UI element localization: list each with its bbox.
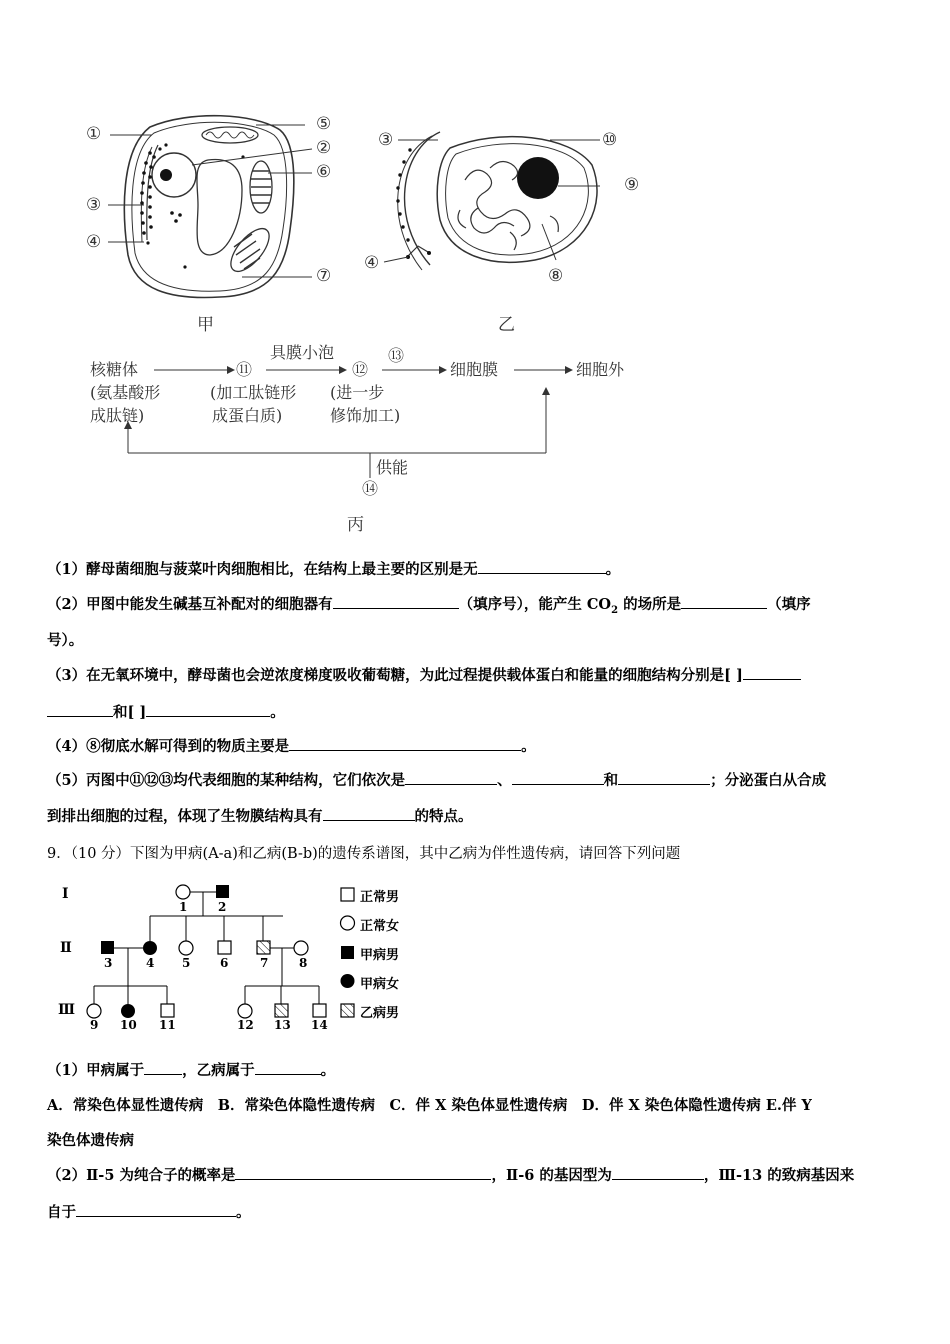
q8-part-4 (47, 736, 909, 758)
q9-part-2-cont (47, 1202, 909, 1224)
pedigree-II-7 (257, 941, 270, 954)
q8-part-5-cont (47, 806, 909, 828)
label-jia: 甲 (197, 315, 214, 335)
q9-p2-text-d: 自于 (47, 1204, 76, 1221)
flow-ribosome: 核糖体 (90, 360, 139, 379)
q8-p2-text-d: （填序 (767, 596, 811, 613)
q8-p5-blank-2[interactable] (512, 770, 604, 785)
flow-ribosome-note-2: 成肽链) (90, 406, 145, 425)
legend-jia-male: 甲病男 (360, 948, 400, 963)
q8-p2-blank-1[interactable] (333, 594, 459, 609)
legend-normal-male: 正常男 (360, 890, 400, 905)
q8-p5-text-d: 的特点。 (414, 808, 473, 825)
id-2: 2 (218, 900, 227, 914)
id-10: 10 (120, 1018, 137, 1032)
flow-ribosome-note-1: (氨基酸形 (90, 383, 161, 402)
q8-p5-blank-1[interactable] (405, 770, 497, 785)
q8-p5-blank-3[interactable] (618, 770, 710, 785)
pedigree-II-6 (218, 941, 231, 954)
flow-n13: ⑬ (388, 346, 405, 365)
flow-cell-outside: 细胞外 (576, 360, 625, 379)
q8-p1-end: 。 (605, 561, 621, 578)
marker-5: ⑤ (316, 114, 332, 134)
q8-part-5 (47, 770, 909, 792)
q8-p1-text: （1）酵母菌细胞与菠菜叶肉细胞相比，在结构上最主要的区别是无 (47, 561, 478, 578)
id-6: 6 (220, 956, 229, 970)
marker-yi-8: ⑧ (548, 266, 564, 286)
marker-yi-9: ⑨ (624, 175, 640, 195)
gen-label-II: Ⅱ (60, 940, 72, 956)
q9-p2-blank-3[interactable] (76, 1202, 236, 1217)
pedigree-III-13 (275, 1004, 288, 1017)
flow-n12-note-1: (进一步 (330, 383, 385, 402)
id-12: 12 (237, 1018, 254, 1032)
q8-p3-blank-2[interactable] (146, 702, 270, 717)
legend-jia-female: 甲病女 (360, 977, 400, 992)
flow-n14: ⑭ (362, 479, 379, 498)
q8-p5-text-b: ；分泌蛋白从合成 (710, 772, 827, 789)
q9-part-1 (47, 1060, 909, 1082)
marker-yi-10: ⑩ (602, 130, 618, 150)
pedigree-III-9 (87, 1004, 101, 1018)
q8-part-3 (47, 665, 909, 687)
q9-p2-end: 。 (236, 1204, 251, 1221)
q8-part-2 (47, 594, 909, 622)
label-bing: 丙 (347, 515, 364, 535)
pedigree-II-5 (179, 941, 193, 955)
pedigree-I-2 (216, 885, 229, 898)
legend-normal-male-icon (341, 888, 354, 901)
id-1: 1 (179, 900, 188, 914)
pedigree-III-11 (161, 1004, 174, 1017)
legend-normal-female-icon (341, 916, 355, 930)
legend-yi-male-icon (341, 1004, 354, 1017)
q8-p5-sep-2: 和 (603, 772, 619, 789)
pedigree-legend-symbols (338, 886, 358, 1026)
q8-p2-text-c: 的场所是 (618, 596, 682, 613)
marker-2: ② (316, 138, 332, 158)
q8-p2-sub: 2 (611, 604, 619, 616)
flow-n11: ⑪ (236, 360, 253, 379)
q8-p2-blank-2[interactable] (681, 594, 767, 609)
id-7: 7 (260, 956, 269, 970)
q8-p2-text-b: （填序号），能产生 CO (458, 596, 612, 613)
legend-yi-male: 乙病男 (360, 1006, 400, 1021)
pedigree-II-3 (101, 941, 114, 954)
pedigree-III-14 (313, 1004, 326, 1017)
q9-options-line-1 (47, 1095, 909, 1117)
flow-n12: ⑫ (352, 360, 369, 379)
q8-p2-text-a: （2）甲图中能发生碱基互补配对的细胞器有 (47, 596, 333, 613)
pedigree-I-1 (176, 885, 190, 899)
q9-p2-blank-1[interactable] (235, 1165, 491, 1180)
legend-jia-male-icon (341, 946, 354, 959)
marker-yi-3: ③ (378, 130, 394, 150)
flow-vesicle: 具膜小泡 (270, 343, 335, 362)
q8-p5-blank-4[interactable] (323, 806, 415, 821)
q9-options-line-2 (47, 1130, 909, 1152)
q9-p2-text-c: ，Ⅲ-13 的致病基因来 (703, 1167, 855, 1184)
id-9: 9 (90, 1018, 99, 1032)
pedigree-II-8 (294, 941, 308, 955)
q8-part-2-cont (47, 630, 909, 652)
q8-p3-text-b: 和[ ] (113, 704, 147, 721)
q8-p5-text-a: （5）丙图中⑪⑫⑬均代表细胞的某种结构，它们依次是 (47, 772, 406, 789)
id-4: 4 (146, 956, 155, 970)
q8-p1-blank[interactable] (478, 559, 606, 574)
flow-n12-note-2: 修饰加工) (330, 406, 401, 425)
q9-stem (47, 843, 909, 865)
q8-part-1 (47, 559, 909, 581)
q8-p4-end: 。 (521, 738, 536, 755)
q9-stem-text: 9．（10 分）下图为甲病(A-a)和乙病(B-b)的遗传系谱图，其中乙病为伴性遗传病，请回答下列问题 (47, 846, 681, 862)
flow-energy: 供能 (376, 458, 409, 477)
nucleus-diagram-yi (360, 120, 600, 290)
legend-jia-female-icon (341, 974, 355, 988)
gen-label-I: Ⅰ (62, 886, 69, 902)
marker-4: ④ (86, 232, 102, 252)
flow-n11-note-2: 成蛋白质) (212, 406, 283, 425)
pedigree-II-4 (143, 941, 157, 955)
pedigree-III-12 (238, 1004, 252, 1018)
q9-p2-blank-2[interactable] (612, 1165, 704, 1180)
id-11: 11 (159, 1018, 176, 1032)
gen-label-III: Ⅲ (58, 1002, 76, 1018)
id-5: 5 (182, 956, 191, 970)
pedigree-III-10 (121, 1004, 135, 1018)
q9-p1-blank-1[interactable] (144, 1060, 182, 1075)
legend-normal-female: 正常女 (360, 919, 400, 934)
label-yi: 乙 (498, 315, 515, 335)
q8-p5-text-c: 到排出细胞的过程，体现了生物膜结构具有 (47, 808, 323, 825)
flow-cell-membrane: 细胞膜 (450, 360, 499, 379)
q8-p4-blank[interactable] (289, 736, 521, 751)
q9-options-2: 染色体遗传病 (47, 1132, 134, 1149)
q9-options-1: A．常染色体显性遗传病 B．常染色体隐性遗传病 C．伴 X 染色体显性遗传病 D．伴 X 染色体隐性遗传病 E.伴 Y (47, 1097, 812, 1114)
q9-p2-text-b: ，Ⅱ-6 的基因型为 (491, 1167, 612, 1184)
q9-p2-text-a: （2）Ⅱ-5 为纯合子的概率是 (47, 1167, 236, 1184)
q8-p3-blank-1a[interactable] (743, 665, 801, 680)
marker-yi-4: ④ (364, 253, 380, 273)
flow-n11-note-1: (加工肽链形 (210, 383, 297, 402)
q9-p1-text-b: ，乙病属于 (182, 1062, 255, 1079)
q8-part-3-cont (47, 702, 909, 724)
id-13: 13 (274, 1018, 291, 1032)
q8-p3-end: 。 (270, 704, 285, 721)
q8-p3-text-a: （3）在无氧环境中，酵母菌也会逆浓度梯度吸收葡萄糖，为此过程提供载体蛋白和能量的细胞结构分别是[ ] (47, 667, 743, 684)
q8-p5-sep-1: 、 (497, 772, 512, 789)
q9-p1-blank-2[interactable] (255, 1060, 321, 1075)
marker-1: ① (86, 124, 102, 144)
marker-6: ⑥ (316, 162, 332, 182)
q9-p1-text-a: （1）甲病属于 (47, 1062, 145, 1079)
id-14: 14 (311, 1018, 328, 1032)
q8-p2-text-e: 号）。 (47, 632, 84, 649)
q8-p4-text: （4）⑧彻底水解可得到的物质主要是 (47, 738, 290, 755)
q8-p3-blank-1b[interactable] (47, 702, 113, 717)
id-8: 8 (299, 956, 308, 970)
q9-part-2 (47, 1165, 909, 1187)
id-3: 3 (104, 956, 113, 970)
marker-3: ③ (86, 195, 102, 215)
cell-diagram-jia (80, 105, 350, 305)
marker-7: ⑦ (316, 266, 332, 286)
q9-p1-end: 。 (320, 1062, 336, 1079)
